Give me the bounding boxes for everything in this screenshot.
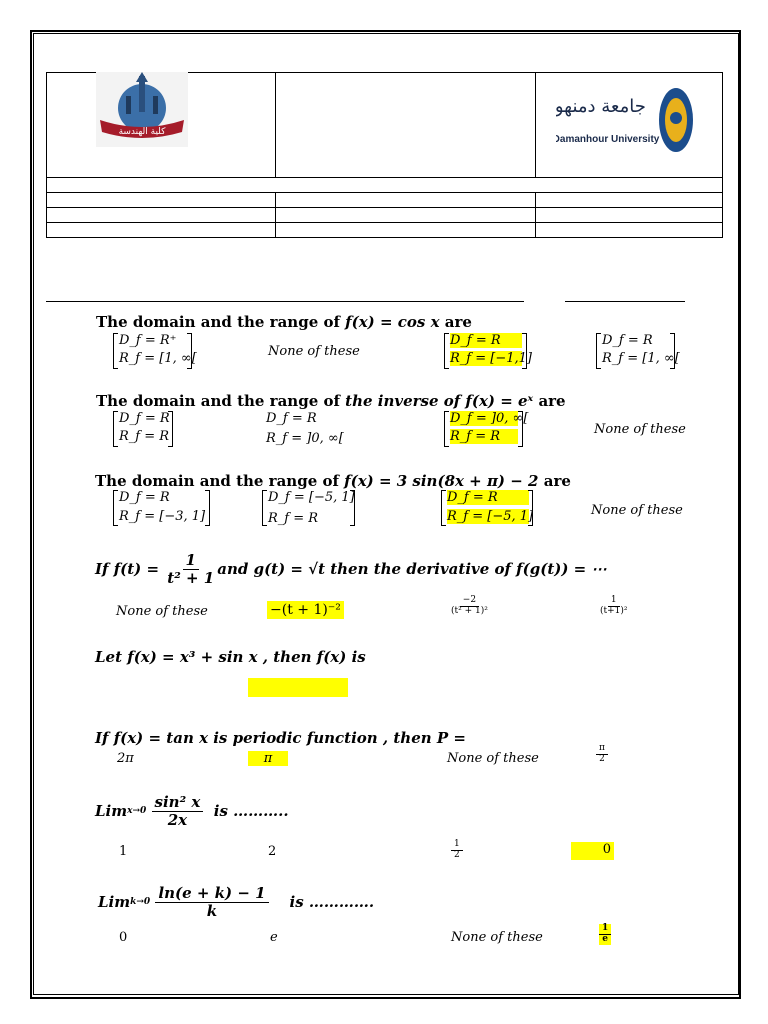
q8-option-b[interactable]: e <box>270 930 278 945</box>
q1-option-c-top[interactable]: D_f = R <box>450 333 522 348</box>
question-6-stem: If f(x) = tan x is periodic function , then P = <box>95 729 466 747</box>
question-1-stem: The domain and the range of f(x) = cos x are <box>96 313 472 331</box>
svg-text:Damanhour University: Damanhour University <box>556 134 660 145</box>
q4-option-a[interactable]: None of these <box>116 604 208 619</box>
q2-option-a-top[interactable]: D_f = R <box>119 411 170 426</box>
q2-option-d[interactable]: None of these <box>594 422 686 437</box>
q3-option-a-bottom[interactable]: R_f = [−3, 1] <box>119 509 206 524</box>
q7-option-d[interactable]: 0 <box>571 842 614 860</box>
q3-option-d[interactable]: None of these <box>591 503 683 518</box>
q2-option-c-top[interactable]: D_f = ]0, ∞[ <box>450 411 529 426</box>
q2-option-a-bottom[interactable]: R_f = R <box>119 429 170 444</box>
question-7-stem: Lim x→0 $\frac{\text{sin² x}}{2x}$ is ……….. <box>95 793 289 829</box>
q1-option-a-bottom[interactable]: R_f = [1, ∞[ <box>119 351 197 366</box>
university-logo <box>556 84 696 154</box>
q4-option-d[interactable]: $\frac{1}{\text{(t+1)²}}$ <box>600 595 628 616</box>
q6-option-d[interactable]: $\frac{\pi}{2}$ <box>596 744 608 765</box>
q4-option-b[interactable]: −(t + 1)⁻² <box>267 601 344 619</box>
q3-option-a-top[interactable]: D_f = R <box>119 490 170 505</box>
q2-option-c-bottom[interactable]: R_f = R <box>450 429 518 444</box>
question-3-stem: The domain and the range of f(x) = 3 sin(8x + π) − 2 are <box>95 472 571 490</box>
q4-option-c[interactable]: $\frac{-2}{\text{(t² + 1)²}}$ <box>451 595 488 616</box>
question-2-stem: The domain and the range of the inverse of f(x) = eˣ are <box>96 392 566 410</box>
q8-option-a[interactable]: 0 <box>119 930 128 945</box>
q2-option-b-bottom[interactable]: R_f = ]0, ∞[ <box>266 431 344 446</box>
q8-option-d[interactable]: $\frac{1}{e}$ <box>599 924 611 945</box>
q1-option-c-bottom[interactable]: R_f = [−1,1] <box>450 351 532 366</box>
q1-option-d-top[interactable]: D_f = R <box>602 333 653 348</box>
q5-answer-highlight <box>248 678 348 697</box>
q3-option-c-bottom[interactable]: R_f = [−5, 1] <box>447 509 534 524</box>
q6-option-a[interactable]: 2π <box>117 751 134 766</box>
divider <box>565 301 685 302</box>
q2-option-b-top[interactable]: D_f = R <box>266 411 317 426</box>
svg-text:جامعة دمنهور: جامعة دمنهور <box>556 96 646 117</box>
header-cell-middle <box>276 73 535 178</box>
svg-text:كلية الهندسة: كلية الهندسة <box>118 127 166 137</box>
q1-option-d-bottom[interactable]: R_f = [1, ∞[ <box>602 351 680 366</box>
faculty-logo <box>96 72 188 147</box>
q3-option-b-top[interactable]: D_f = [−5, 1] <box>268 490 355 505</box>
q8-option-c[interactable]: None of these <box>451 930 543 945</box>
q1-option-b[interactable]: None of these <box>268 344 360 359</box>
q1-option-a-top[interactable]: D_f = R⁺ <box>119 333 177 348</box>
question-4-stem: If f(t) = $\frac{1}{\text{t² + 1}}$ and g(t) = √t then the derivative of f(g(t)) = ⋯ <box>95 551 607 587</box>
q7-option-b[interactable]: 2 <box>268 844 277 859</box>
q6-option-b[interactable]: π <box>248 751 288 766</box>
header-row <box>47 178 723 193</box>
q3-option-b-bottom[interactable]: R_f = R <box>268 511 319 526</box>
q7-option-c[interactable]: $\frac{1}{2}$ <box>451 840 463 861</box>
divider <box>46 301 524 302</box>
question-5-stem: Let f(x) = x³ + sin x , then f(x) is <box>95 648 366 666</box>
q3-option-c-top[interactable]: D_f = R <box>447 490 529 505</box>
q6-option-c[interactable]: None of these <box>447 751 539 766</box>
q7-option-a[interactable]: 1 <box>119 844 128 859</box>
question-8-stem: Lim k→0 $\frac{\ln(e + k) - 1}{k}$ is …………. <box>98 884 375 920</box>
